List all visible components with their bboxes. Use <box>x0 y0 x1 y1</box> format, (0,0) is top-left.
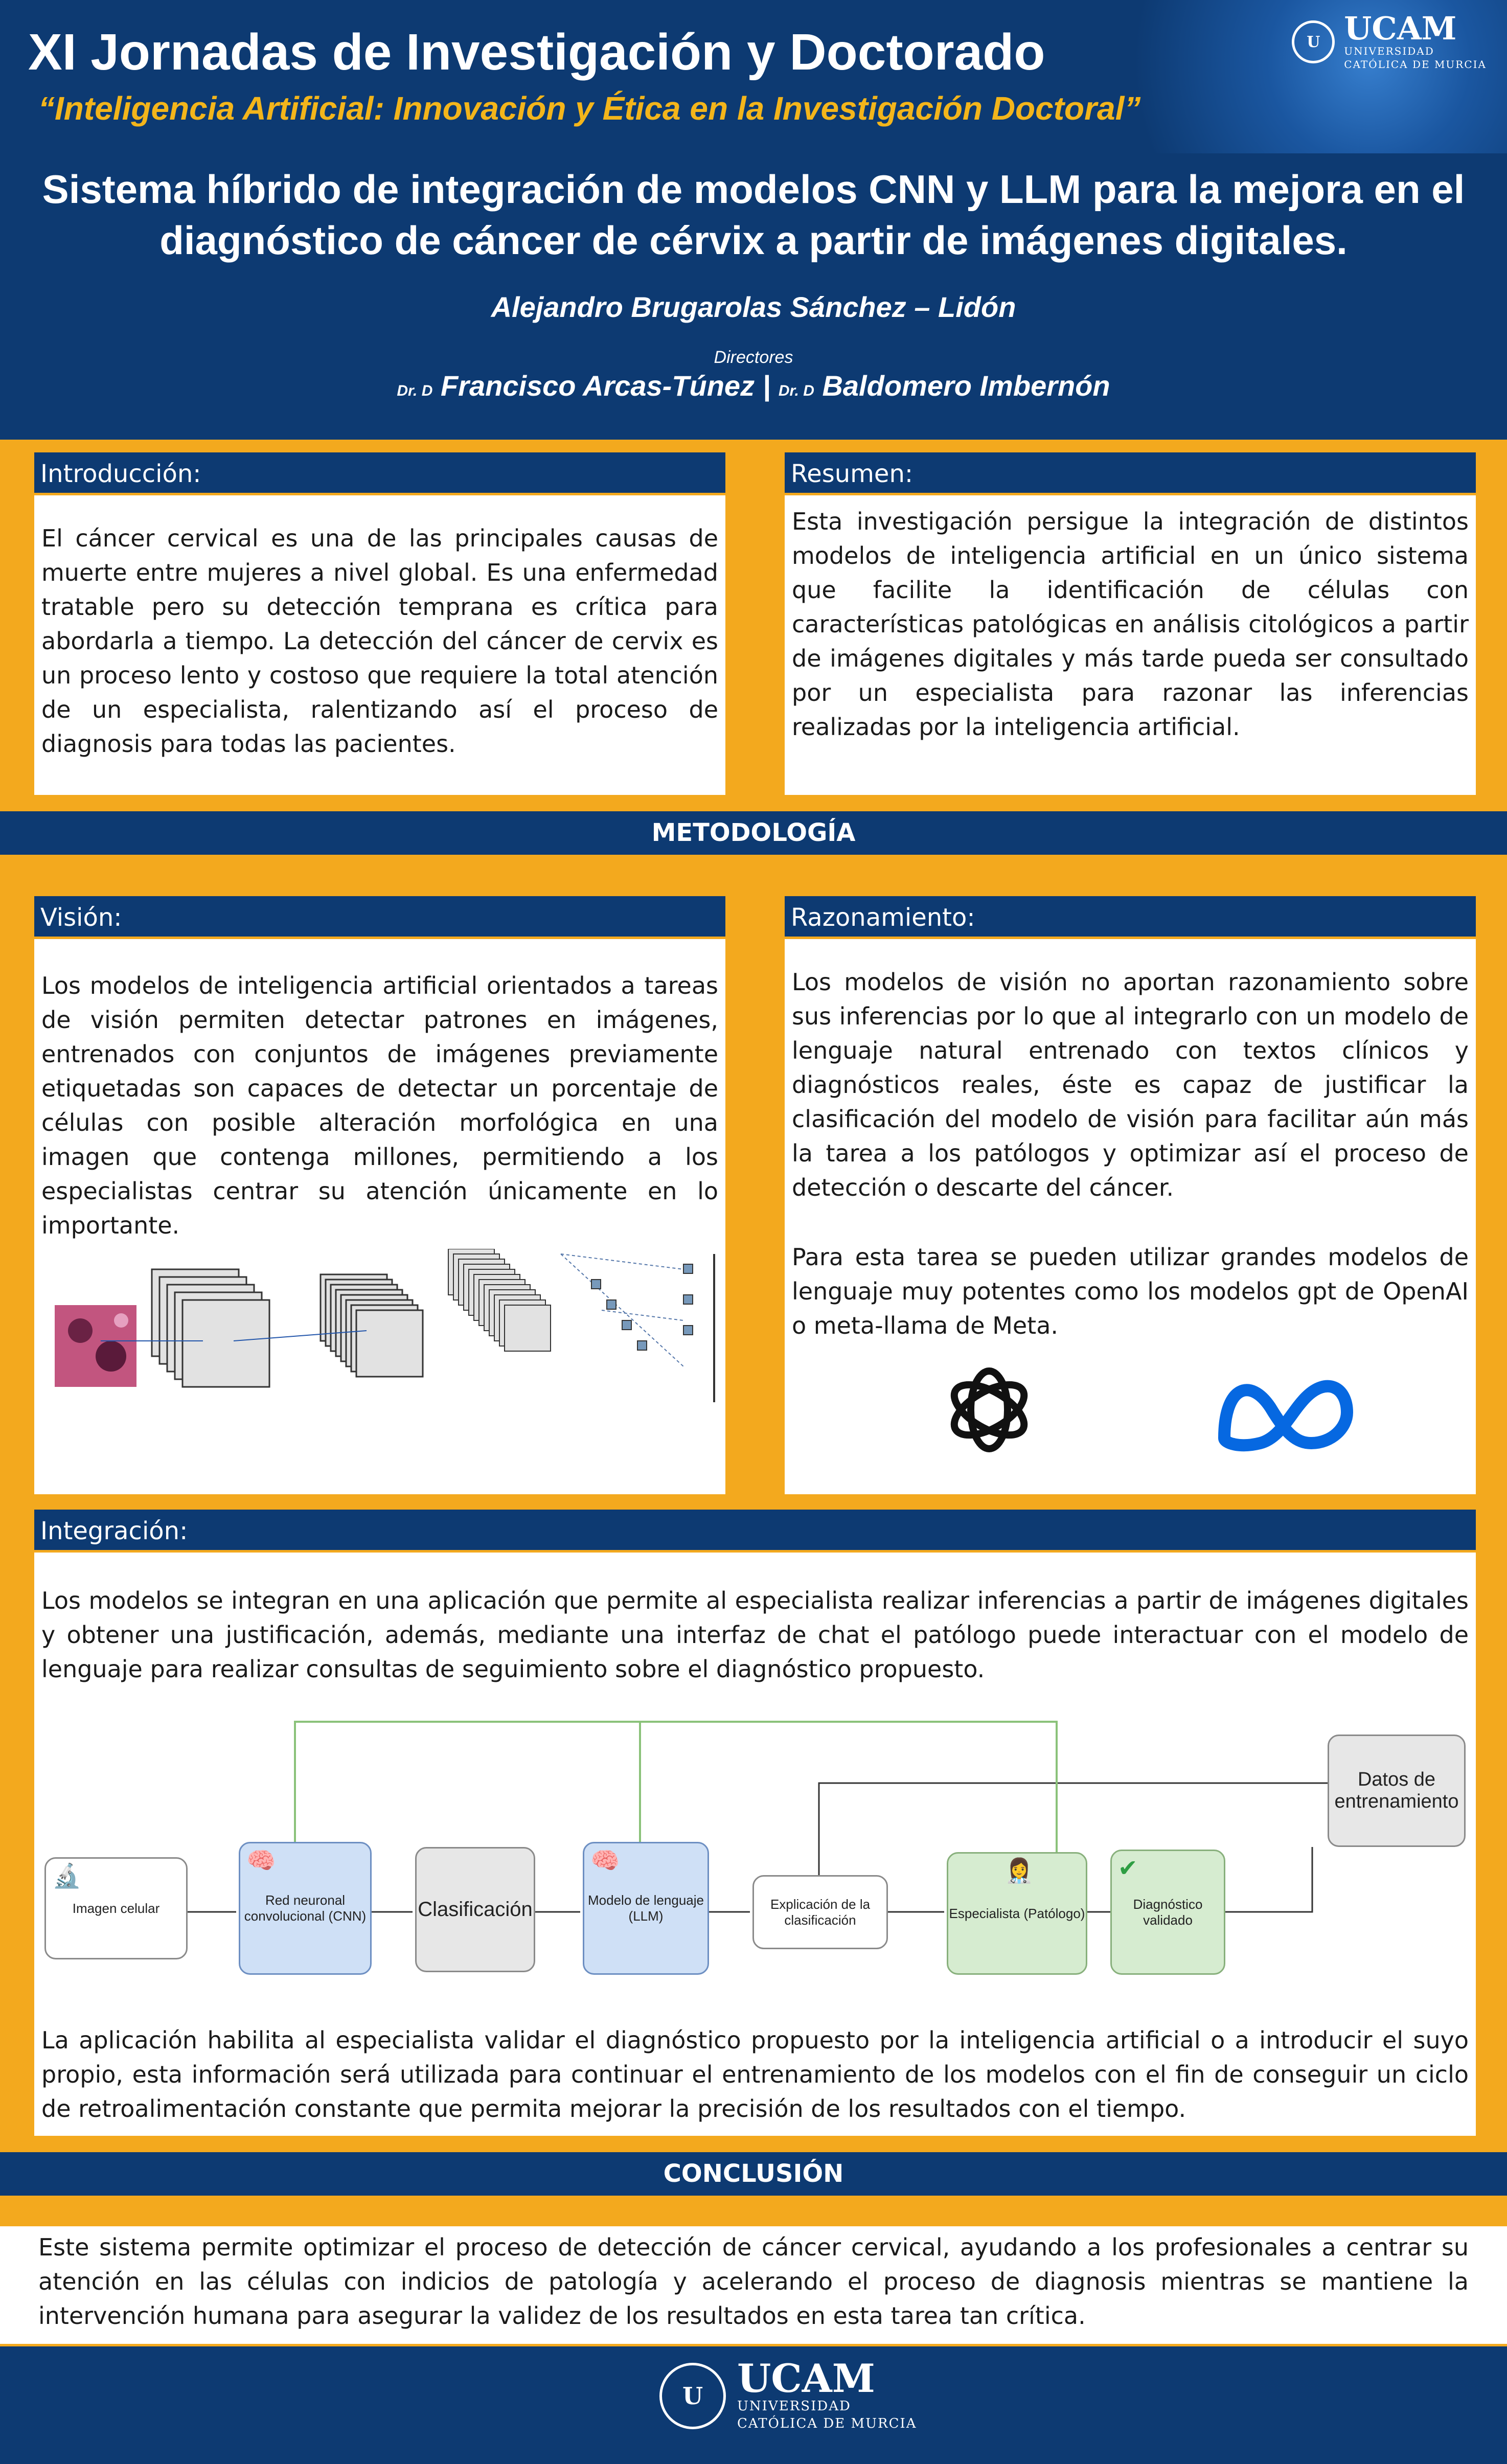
summary-text: Esta investigación persigue la integración de distintos modelos de inteligencia artificial en un único sistema que facilite la identificación de células con características patológicas en análisis citológicos a partir de imágenes digitales y más tarde pueda ser consultado por un especialista para razonar las inferencias realizadas por la inteligencia artificial. <box>792 508 1469 741</box>
conclusion-box <box>0 2226 1507 2344</box>
reasoning-heading: Razonamiento: <box>785 896 1476 939</box>
logo-name: UCAM <box>737 2356 875 2401</box>
intro-box <box>32 450 728 797</box>
vision-text: Los modelos de inteligencia artificial orientados a tareas de visión permiten detectar patrones en imágenes, entrenados con conjuntos de imágenes previamente etiquetadas son capaces de detectar un porcentaje de células con posible alteración morfológica en una imagen que contenga millones, permitiendo a los especialistas centrar su atención únicamente en lo importante. <box>41 972 718 1239</box>
logo-line1: UNIVERSIDAD <box>737 2399 851 2414</box>
integration-text-2: La aplicación habilita al especialista validar el diagnóstico propuesto por la inteligencia artificial o a introducir el suyo propio, esta información será utilizada para continuar el entrenamiento de los modelos con el fin de conseguir un ciclo de retroalimentación constante que permita mejorar la precisión de los resultados con el tiempo. <box>41 2026 1469 2123</box>
dense-layers <box>561 1254 683 1366</box>
brain-icon: 🧠 <box>590 1847 620 1874</box>
conference-title: XI Jornadas de Investigación y Doctorado <box>28 24 1045 81</box>
microscope-icon: 🔬 <box>52 1862 82 1889</box>
director2: Baldomero Imbernón <box>822 370 1110 402</box>
logo-line1: UNIVERSIDAD <box>1344 45 1434 57</box>
directors-label: Directores <box>714 348 793 367</box>
poster-title <box>0 164 1507 266</box>
ucam-logo-bottom <box>659 2356 917 2433</box>
brain-icon: 🧠 <box>246 1847 276 1874</box>
integration-text-1: Los modelos se integran en una aplicación que permite al especialista realizar inferencias a partir de imágenes digitales y obtener una justificación, además, mediante una interfaz de chat el patólogo puede interactuar con el modelo de lenguaje para realizar consultas de seguimiento sobre el diagnóstico propuesto. <box>41 1587 1469 1683</box>
reasoning-text-1: Los modelos de visión no aportan razonamiento sobre sus inferencias por lo que al integrarlo con un modelo de lenguaje natural entrenado con textos clínicos y diagnósticos reales, éste es capaz de justificar la clasificación del modelo de visión para facilitar aún más la tarea a los patólogos y optimizar así el proceso de detección o descarte del cáncer. <box>792 968 1469 1201</box>
ucam-logo-top <box>1292 10 1487 71</box>
meta-logo <box>1209 1366 1362 1458</box>
reasoning-box <box>782 894 1478 1497</box>
integration-heading: Integración: <box>34 1510 1476 1553</box>
director1: Francisco Arcas-Túnez <box>440 370 755 402</box>
flow-node-validated: ✔ Diagnóstico validado <box>1110 1850 1225 1975</box>
author: Alejandro Brugarolas Sánchez – Lidón <box>491 291 1016 323</box>
flow-node-explanation: Explicación de la clasificación <box>752 1875 888 1949</box>
ucam-seal-icon: U <box>1292 20 1335 63</box>
reasoning-text-2: Para esta tarea se pueden utilizar grandes modelos de lenguaje muy potentes como los modelos gpt de OpenAI o meta-llama de Meta. <box>792 1243 1469 1339</box>
flow-node-image: 🔬 Imagen celular <box>44 1857 188 1959</box>
flow-node-llm: 🧠 Modelo de lenguaje (LLM) <box>583 1842 709 1975</box>
doctor-icon: 👩‍⚕️ <box>1004 1857 1034 1884</box>
logo-name: UCAM <box>1344 10 1457 47</box>
flow-node-classification: Clasificación <box>415 1847 535 1972</box>
logo-line2: CATÓLICA DE MURCIA <box>737 2415 917 2431</box>
openai-logo <box>938 1359 1040 1461</box>
director2-prefix: Dr. D <box>778 382 814 399</box>
ucam-seal-icon: U <box>659 2363 726 2429</box>
logo-line2: CATÓLICA DE MURCIA <box>1344 58 1487 71</box>
conclusion-band: CONCLUSIÓN <box>0 2152 1507 2196</box>
conv-layer-3 <box>448 1249 551 1351</box>
flow-node-specialist: 👩‍⚕️ Especialista (Patólogo) <box>947 1852 1087 1975</box>
vision-box <box>32 894 728 1497</box>
directors <box>0 369 1507 402</box>
summary-box <box>782 450 1478 797</box>
conclusion-text: Este sistema permite optimizar el proceso de detección de cáncer cervical, ayudando a los profesionales a centrar su atención en las células con indicios de patología y acelerando el proceso de diagnosis mientras se mantiene la intervención humana para asegurar la validez de los resultados en esta tarea tan crítica. <box>38 2233 1469 2330</box>
intro-heading: Introducción: <box>34 452 725 495</box>
methodology-band: METODOLOGÍA <box>0 811 1507 855</box>
cnn-architecture-diagram <box>50 1249 724 1423</box>
check-icon: ✔ <box>1118 1855 1138 1881</box>
integration-box <box>32 1507 1478 2138</box>
vision-heading: Visión: <box>34 896 725 939</box>
conv-layer-2 <box>321 1274 423 1377</box>
flow-node-cnn: 🧠 Red neuronal convolucional (CNN) <box>239 1842 372 1975</box>
summary-heading: Resumen: <box>785 452 1476 495</box>
director1-prefix: Dr. D <box>397 382 433 399</box>
conv-layer-1 <box>152 1269 269 1387</box>
flow-node-training: Datos de entrenamiento <box>1328 1735 1466 1847</box>
title-line-1: Sistema híbrido de integración de modelos CNN y LLM para la mejora en el <box>42 167 1465 212</box>
title-line-2: diagnóstico de cáncer de cérvix a partir de imágenes digitales. <box>159 218 1348 263</box>
conference-subtitle: “Inteligencia Artificial: Innovación y Ética en la Investigación Doctoral” <box>38 90 1141 127</box>
director-separator: | <box>762 370 771 402</box>
intro-text: El cáncer cervical es una de las principales causas de muerte entre mujeres a nivel global. Es una enfermedad tratable pero su detección temprana es crítica para abordarla a tiempo. La detección del cáncer de cervix es un proceso lento y costoso que requiere la total atención de un especialista, ralentizando así el proceso de diagnosis para todas las pacientes. <box>41 524 718 758</box>
